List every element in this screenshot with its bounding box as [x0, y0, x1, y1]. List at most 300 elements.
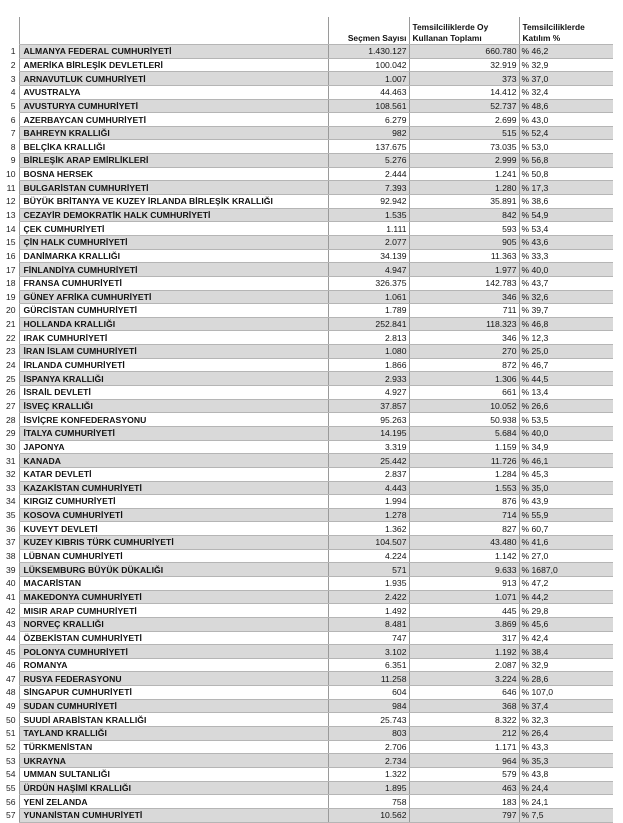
- row-index: 6: [10, 114, 16, 125]
- table-row: [0, 740, 613, 754]
- row-index: 9: [10, 155, 16, 166]
- country-cell: İSRAİL DEVLETİ: [19, 386, 328, 400]
- row-index: 38: [5, 551, 16, 562]
- country-cell: AZERBAYCAN CUMHURİYETİ: [19, 113, 328, 127]
- country-cell: SİNGAPUR CUMHURİYETİ: [19, 686, 328, 700]
- table-row: [0, 454, 613, 468]
- votes-cell: 346: [409, 331, 519, 345]
- participation-cell: % 107,0: [519, 686, 613, 700]
- votes-cell: 52.737: [409, 99, 519, 113]
- participation-cell: % 32,3: [519, 713, 613, 727]
- voters-cell: 3.102: [328, 645, 409, 659]
- table-row: [0, 645, 613, 659]
- row-index: 34: [5, 496, 16, 507]
- votes-cell: 876: [409, 495, 519, 509]
- row-index: 42: [5, 605, 16, 616]
- participation-cell: % 53,5: [519, 413, 613, 427]
- participation-cell: % 55,9: [519, 508, 613, 522]
- table-row: [0, 754, 613, 768]
- country-cell: ALMANYA FEDERAL CUMHURİYETİ: [19, 45, 328, 59]
- row-index: 47: [5, 673, 16, 684]
- votes-cell: 5.684: [409, 426, 519, 440]
- table-row: [0, 276, 613, 290]
- voters-cell: 1.935: [328, 576, 409, 590]
- row-index: 40: [5, 578, 16, 589]
- voters-cell: 571: [328, 563, 409, 577]
- participation-cell: % 37,4: [519, 699, 613, 713]
- participation-cell: % 39,7: [519, 304, 613, 318]
- country-cell: FRANSA CUMHURİYETİ: [19, 276, 328, 290]
- table-row: [0, 154, 613, 168]
- votes-cell: 1.159: [409, 440, 519, 454]
- participation-cell: % 43,3: [519, 740, 613, 754]
- overseas-voting-table: [0, 17, 613, 823]
- country-cell: ROMANYA: [19, 658, 328, 672]
- table-row: [0, 263, 613, 277]
- country-cell: ÇEK CUMHURİYETİ: [19, 222, 328, 236]
- votes-cell: 1.071: [409, 590, 519, 604]
- row-index: 30: [5, 441, 16, 452]
- voters-cell: 44.463: [328, 85, 409, 99]
- header-votes: [409, 17, 519, 45]
- voters-cell: 1.278: [328, 508, 409, 522]
- row-index: 2: [10, 59, 16, 70]
- row-index: 7: [10, 128, 16, 139]
- voters-cell: 2.837: [328, 467, 409, 481]
- header-index: [0, 17, 19, 45]
- participation-cell: % 45,6: [519, 617, 613, 631]
- voters-cell: 2.706: [328, 740, 409, 754]
- country-cell: DANİMARKA KRALLIĞI: [19, 249, 328, 263]
- country-cell: BULGARİSTAN CUMHURİYETİ: [19, 181, 328, 195]
- voters-cell: 25.743: [328, 713, 409, 727]
- voters-cell: 104.507: [328, 536, 409, 550]
- voters-cell: 252.841: [328, 317, 409, 331]
- header-participation: [519, 17, 613, 45]
- country-cell: YUNANİSTAN CUMHURİYETİ: [19, 808, 328, 822]
- country-cell: YENİ ZELANDA: [19, 795, 328, 809]
- voters-cell: 1.111: [328, 222, 409, 236]
- participation-cell: % 32,9: [519, 58, 613, 72]
- row-index: 52: [5, 741, 16, 752]
- table-row: [0, 672, 613, 686]
- votes-cell: 73.035: [409, 140, 519, 154]
- country-cell: AMERİKA BİRLEŞİK DEVLETLERİ: [19, 58, 328, 72]
- table-row: [0, 508, 613, 522]
- voters-cell: 25.442: [328, 454, 409, 468]
- votes-cell: 183: [409, 795, 519, 809]
- participation-cell: % 29,8: [519, 604, 613, 618]
- row-index: 1: [10, 46, 16, 57]
- table-row: [0, 686, 613, 700]
- votes-cell: 3.869: [409, 617, 519, 631]
- votes-cell: 2.087: [409, 658, 519, 672]
- table-row: [0, 795, 613, 809]
- row-index: 48: [5, 687, 16, 698]
- country-cell: RUSYA FEDERASYONU: [19, 672, 328, 686]
- country-cell: MAKEDONYA CUMHURİYETİ: [19, 590, 328, 604]
- header-pct-line1: Temsilciliklerde: [522, 22, 585, 32]
- country-cell: İSVİÇRE KONFEDERASYONU: [19, 413, 328, 427]
- table-row: [0, 235, 613, 249]
- row-index: 3: [10, 73, 16, 84]
- country-cell: LÜBNAN CUMHURİYETİ: [19, 549, 328, 563]
- country-cell: JAPONYA: [19, 440, 328, 454]
- participation-cell: % 26,4: [519, 727, 613, 741]
- voters-cell: 4.927: [328, 386, 409, 400]
- row-index: 26: [5, 387, 16, 398]
- table-row: [0, 399, 613, 413]
- votes-cell: 11.726: [409, 454, 519, 468]
- country-cell: BELÇİKA KRALLIĞI: [19, 140, 328, 154]
- country-cell: İTALYA CUMHURİYETİ: [19, 426, 328, 440]
- voters-cell: 2.933: [328, 372, 409, 386]
- row-index: 45: [5, 646, 16, 657]
- votes-cell: 212: [409, 727, 519, 741]
- voters-cell: 1.895: [328, 781, 409, 795]
- row-index: 54: [5, 769, 16, 780]
- participation-cell: % 52,4: [519, 126, 613, 140]
- row-index: 55: [5, 782, 16, 793]
- participation-cell: % 34,9: [519, 440, 613, 454]
- voters-cell: 1.080: [328, 345, 409, 359]
- participation-cell: % 42,4: [519, 631, 613, 645]
- votes-cell: 1.977: [409, 263, 519, 277]
- participation-cell: % 32,6: [519, 290, 613, 304]
- country-cell: İRLANDA CUMHURİYETİ: [19, 358, 328, 372]
- country-cell: ARNAVUTLUK CUMHURİYETİ: [19, 72, 328, 86]
- row-index: 17: [5, 264, 16, 275]
- votes-cell: 797: [409, 808, 519, 822]
- header-votes-line2: Kullanan Toplamı: [412, 32, 482, 43]
- country-cell: ÖZBEKİSTAN CUMHURİYETİ: [19, 631, 328, 645]
- participation-cell: % 46,2: [519, 45, 613, 59]
- votes-cell: 317: [409, 631, 519, 645]
- table-row: [0, 181, 613, 195]
- votes-cell: 32.919: [409, 58, 519, 72]
- table-row: [0, 249, 613, 263]
- header-votes-line1: Temsilciliklerde Oy: [412, 22, 489, 32]
- participation-cell: % 24,4: [519, 781, 613, 795]
- participation-cell: % 43,7: [519, 276, 613, 290]
- voters-cell: 982: [328, 126, 409, 140]
- voters-cell: 1.994: [328, 495, 409, 509]
- row-index: 24: [5, 360, 16, 371]
- votes-cell: 270: [409, 345, 519, 359]
- country-cell: KATAR DEVLETİ: [19, 467, 328, 481]
- voters-cell: 4.224: [328, 549, 409, 563]
- votes-cell: 905: [409, 235, 519, 249]
- table-row: [0, 699, 613, 713]
- votes-cell: 346: [409, 290, 519, 304]
- table-row: [0, 372, 613, 386]
- table-row: [0, 767, 613, 781]
- participation-cell: % 53,4: [519, 222, 613, 236]
- row-index: 41: [5, 591, 16, 602]
- voters-cell: 4.443: [328, 481, 409, 495]
- votes-cell: 646: [409, 686, 519, 700]
- participation-cell: % 56,8: [519, 154, 613, 168]
- participation-cell: % 35,0: [519, 481, 613, 495]
- country-cell: BÜYÜK BRİTANYA VE KUZEY İRLANDA BİRLEŞİK KRALLIĞI: [19, 195, 328, 209]
- voters-cell: 1.061: [328, 290, 409, 304]
- table-row: [0, 481, 613, 495]
- row-index: 14: [5, 223, 16, 234]
- country-cell: KIRGIZ CUMHURİYETİ: [19, 495, 328, 509]
- participation-cell: % 28,6: [519, 672, 613, 686]
- table-row: [0, 713, 613, 727]
- voters-cell: 92.942: [328, 195, 409, 209]
- country-cell: UMMAN SULTANLIĞI: [19, 767, 328, 781]
- voters-cell: 37.857: [328, 399, 409, 413]
- country-cell: CEZAYİR DEMOKRATİK HALK CUMHURİYETİ: [19, 208, 328, 222]
- country-cell: SUUDİ ARABİSTAN KRALLIĞI: [19, 713, 328, 727]
- country-cell: NORVEÇ KRALLIĞI: [19, 617, 328, 631]
- votes-cell: 827: [409, 522, 519, 536]
- table-row: [0, 413, 613, 427]
- table-row: [0, 208, 613, 222]
- participation-cell: % 60,7: [519, 522, 613, 536]
- votes-cell: 913: [409, 576, 519, 590]
- voters-cell: 1.322: [328, 767, 409, 781]
- votes-cell: 11.363: [409, 249, 519, 263]
- voters-cell: 1.535: [328, 208, 409, 222]
- country-cell: GÜRCİSTAN CUMHURİYETİ: [19, 304, 328, 318]
- votes-cell: 43.480: [409, 536, 519, 550]
- participation-cell: % 38,6: [519, 195, 613, 209]
- votes-cell: 593: [409, 222, 519, 236]
- voters-cell: 326.375: [328, 276, 409, 290]
- table-row: [0, 727, 613, 741]
- row-index: 19: [5, 291, 16, 302]
- row-index: 46: [5, 660, 16, 671]
- voters-cell: 10.562: [328, 808, 409, 822]
- votes-cell: 3.224: [409, 672, 519, 686]
- voters-cell: 3.319: [328, 440, 409, 454]
- row-index: 35: [5, 510, 16, 521]
- country-cell: LÜKSEMBURG BÜYÜK DÜKALIĞI: [19, 563, 328, 577]
- row-index: 36: [5, 523, 16, 534]
- voters-cell: 7.393: [328, 181, 409, 195]
- table-row: [0, 617, 613, 631]
- row-index: 53: [5, 755, 16, 766]
- row-index: 11: [6, 182, 16, 193]
- header-voters: Seçmen Sayısı: [328, 17, 409, 45]
- table-body: [0, 45, 613, 823]
- table-row: [0, 222, 613, 236]
- participation-cell: % 41,6: [519, 536, 613, 550]
- table-row: [0, 85, 613, 99]
- votes-cell: 1.553: [409, 481, 519, 495]
- voters-cell: 758: [328, 795, 409, 809]
- table-row: [0, 331, 613, 345]
- votes-cell: 8.322: [409, 713, 519, 727]
- participation-cell: % 47,2: [519, 576, 613, 590]
- participation-cell: % 32,9: [519, 658, 613, 672]
- votes-cell: 373: [409, 72, 519, 86]
- row-index: 33: [5, 482, 16, 493]
- participation-cell: % 12,3: [519, 331, 613, 345]
- country-cell: BİRLEŞİK ARAP EMİRLİKLERİ: [19, 154, 328, 168]
- votes-cell: 10.052: [409, 399, 519, 413]
- table-row: [0, 563, 613, 577]
- participation-cell: % 17,3: [519, 181, 613, 195]
- table-row: [0, 604, 613, 618]
- country-cell: BAHREYN KRALLIĞI: [19, 126, 328, 140]
- votes-cell: 872: [409, 358, 519, 372]
- voters-cell: 14.195: [328, 426, 409, 440]
- participation-cell: % 40,0: [519, 263, 613, 277]
- row-index: 5: [10, 100, 16, 111]
- participation-cell: % 46,1: [519, 454, 613, 468]
- table-row: [0, 590, 613, 604]
- table-row: [0, 290, 613, 304]
- voters-cell: 8.481: [328, 617, 409, 631]
- votes-cell: 14.412: [409, 85, 519, 99]
- country-cell: SUDAN CUMHURİYETİ: [19, 699, 328, 713]
- row-index: 20: [5, 305, 16, 316]
- table-row: [0, 467, 613, 481]
- row-index: 49: [5, 701, 16, 712]
- voters-cell: 604: [328, 686, 409, 700]
- table-row: [0, 536, 613, 550]
- voters-cell: 1.789: [328, 304, 409, 318]
- table-row: [0, 631, 613, 645]
- country-cell: MACARİSTAN: [19, 576, 328, 590]
- table-row: [0, 358, 613, 372]
- participation-cell: % 38,4: [519, 645, 613, 659]
- table-row: [0, 440, 613, 454]
- country-cell: AVUSTURYA CUMHURİYETİ: [19, 99, 328, 113]
- row-index: 16: [5, 250, 16, 261]
- votes-cell: 445: [409, 604, 519, 618]
- country-cell: AVUSTRALYA: [19, 85, 328, 99]
- votes-cell: 661: [409, 386, 519, 400]
- voters-cell: 6.279: [328, 113, 409, 127]
- participation-cell: % 40,0: [519, 426, 613, 440]
- table-row: [0, 549, 613, 563]
- country-cell: TAYLAND KRALLIĞI: [19, 727, 328, 741]
- country-cell: FİNLANDİYA CUMHURİYETİ: [19, 263, 328, 277]
- row-index: 23: [5, 346, 16, 357]
- table-row: [0, 426, 613, 440]
- participation-cell: % 53,0: [519, 140, 613, 154]
- table-row: [0, 576, 613, 590]
- participation-cell: % 1687,0: [519, 563, 613, 577]
- voters-cell: 2.813: [328, 331, 409, 345]
- participation-cell: % 44,2: [519, 590, 613, 604]
- country-cell: GÜNEY AFRİKA CUMHURİYETİ: [19, 290, 328, 304]
- voters-cell: 1.866: [328, 358, 409, 372]
- row-index: 43: [5, 619, 16, 630]
- country-cell: KUVEYT DEVLETİ: [19, 522, 328, 536]
- voters-cell: 1.430.127: [328, 45, 409, 59]
- country-cell: UKRAYNA: [19, 754, 328, 768]
- voters-cell: 803: [328, 727, 409, 741]
- votes-cell: 1.171: [409, 740, 519, 754]
- table-row: [0, 58, 613, 72]
- country-cell: KAZAKİSTAN CUMHURİYETİ: [19, 481, 328, 495]
- country-cell: İRAN İSLAM CUMHURİYETİ: [19, 345, 328, 359]
- votes-cell: 1.284: [409, 467, 519, 481]
- voters-cell: 100.042: [328, 58, 409, 72]
- row-index: 31: [5, 455, 16, 466]
- votes-cell: 1.280: [409, 181, 519, 195]
- voters-cell: 747: [328, 631, 409, 645]
- table-row: [0, 386, 613, 400]
- votes-cell: 660.780: [409, 45, 519, 59]
- participation-cell: % 43,0: [519, 113, 613, 127]
- participation-cell: % 32,4: [519, 85, 613, 99]
- header-country: [19, 17, 328, 45]
- table-row: [0, 658, 613, 672]
- votes-cell: 1.241: [409, 167, 519, 181]
- votes-cell: 711: [409, 304, 519, 318]
- voters-cell: 34.139: [328, 249, 409, 263]
- row-index: 50: [5, 714, 16, 725]
- table-row: [0, 345, 613, 359]
- voters-cell: 95.263: [328, 413, 409, 427]
- table-row: [0, 140, 613, 154]
- participation-cell: % 48,6: [519, 99, 613, 113]
- table-row: [0, 304, 613, 318]
- row-index: 10: [5, 169, 16, 180]
- participation-cell: % 37,0: [519, 72, 613, 86]
- votes-cell: 9.633: [409, 563, 519, 577]
- row-index: 56: [5, 796, 16, 807]
- table-row: [0, 522, 613, 536]
- participation-cell: % 24,1: [519, 795, 613, 809]
- country-cell: KANADA: [19, 454, 328, 468]
- voters-cell: 137.675: [328, 140, 409, 154]
- country-cell: KOSOVA CUMHURİYETİ: [19, 508, 328, 522]
- participation-cell: % 44,5: [519, 372, 613, 386]
- votes-cell: 842: [409, 208, 519, 222]
- voters-cell: 1.007: [328, 72, 409, 86]
- votes-cell: 1.142: [409, 549, 519, 563]
- table-row: [0, 126, 613, 140]
- header-row: [0, 17, 613, 45]
- votes-cell: 50.938: [409, 413, 519, 427]
- country-cell: POLONYA CUMHURİYETİ: [19, 645, 328, 659]
- participation-cell: % 25,0: [519, 345, 613, 359]
- votes-cell: 2.999: [409, 154, 519, 168]
- participation-cell: % 46,8: [519, 317, 613, 331]
- participation-cell: % 54,9: [519, 208, 613, 222]
- row-index: 28: [5, 414, 16, 425]
- votes-cell: 118.323: [409, 317, 519, 331]
- table-row: [0, 195, 613, 209]
- participation-cell: % 26,6: [519, 399, 613, 413]
- row-index: 57: [5, 810, 16, 821]
- participation-cell: % 43,6: [519, 235, 613, 249]
- votes-cell: 1.306: [409, 372, 519, 386]
- row-index: 15: [5, 237, 16, 248]
- votes-cell: 2.699: [409, 113, 519, 127]
- table-row: [0, 99, 613, 113]
- row-index: 27: [5, 400, 16, 411]
- table-row: [0, 808, 613, 822]
- voters-cell: 108.561: [328, 99, 409, 113]
- participation-cell: % 27,0: [519, 549, 613, 563]
- header-pct-line2: Katılım %: [522, 32, 561, 43]
- voters-cell: 984: [328, 699, 409, 713]
- voters-cell: 1.362: [328, 522, 409, 536]
- row-index: 44: [5, 632, 16, 643]
- votes-cell: 579: [409, 767, 519, 781]
- country-cell: ÇİN HALK CUMHURİYETİ: [19, 235, 328, 249]
- voters-cell: 1.492: [328, 604, 409, 618]
